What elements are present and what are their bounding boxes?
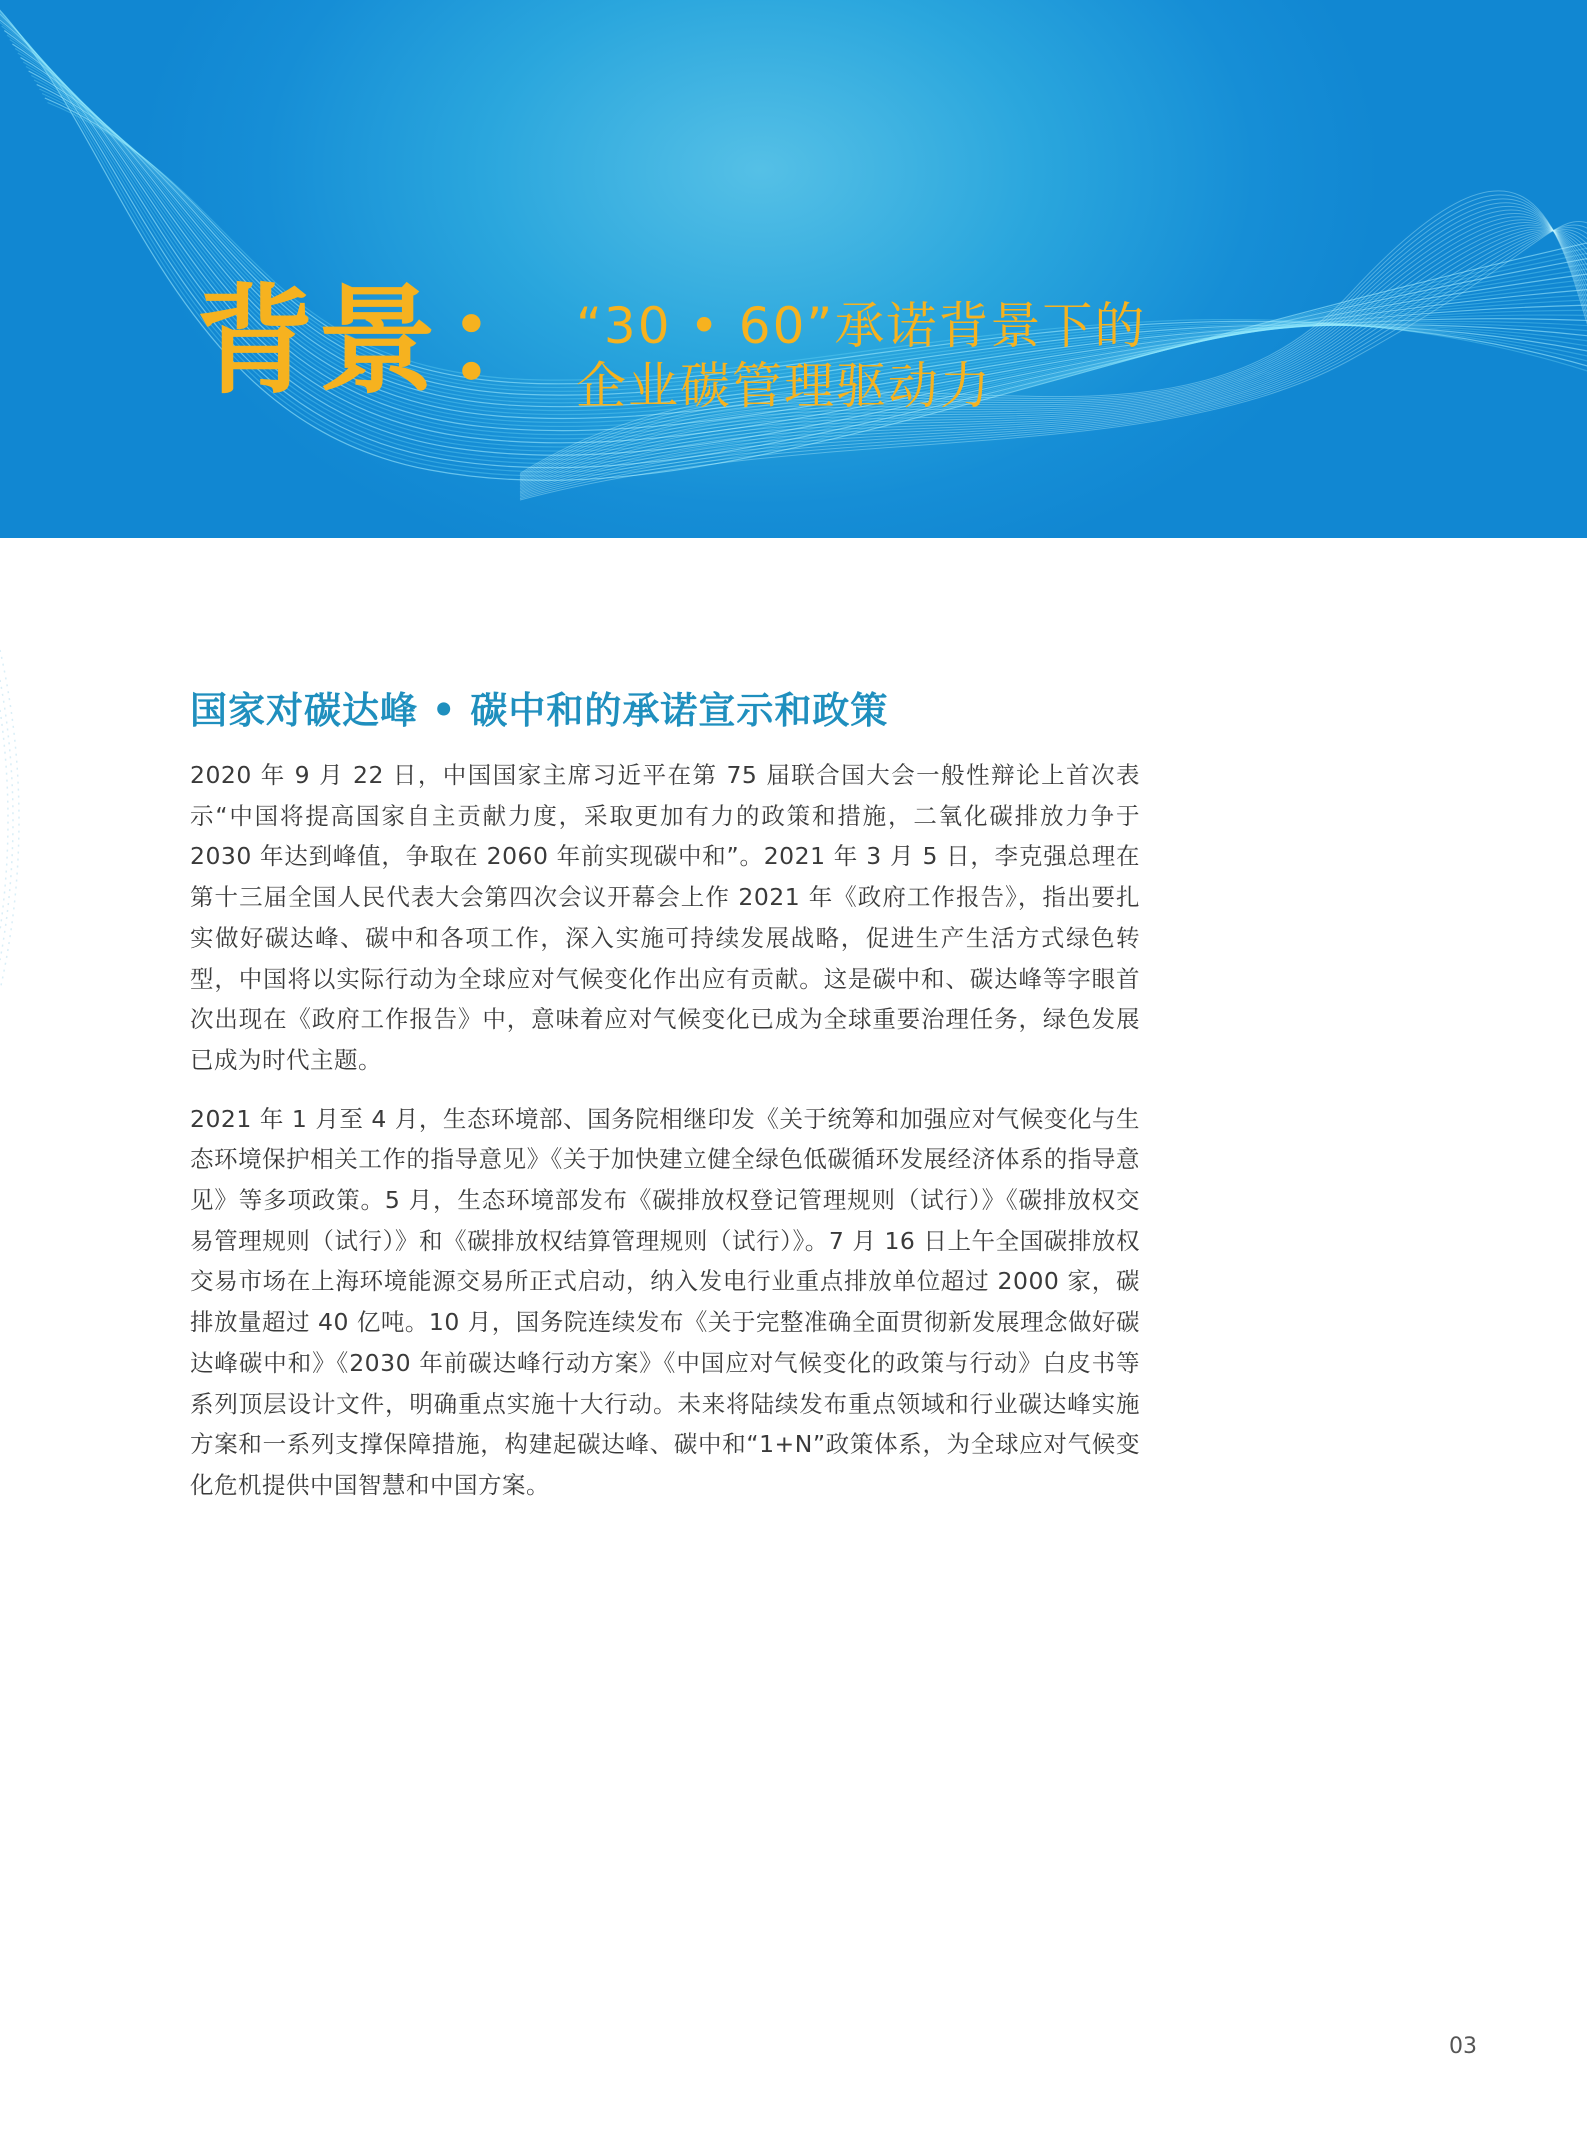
main-title [196,272,567,410]
main-title-text: 背景 [196,272,441,410]
wave-lines-decoration [0,0,1587,538]
subtitle-line-2: 企业碳管理驱动力 [576,357,992,415]
subtitle [576,296,1146,416]
page-number: 03 [1449,2034,1477,2059]
paragraph: 2020 年 9 月 22 日，中国国家主席习近平在第 75 届联合国大会一般性辩论上首次表示“中国将提高国家自主贡献力度，采取更加有力的政策和措施，二氧化碳排放力争于 2030 年达到峰值，争取在 2060 年前实现碳中和”。2021 年 3 月 5 日，李克强总理在第十三届全国人民代表大会第四次会议开幕会上作 2021 年《政府工作报告》，指出要扎实做好碳达峰、碳中和各项工作，深入实施可持续发展战略，促进生产生活方式绿色转型，中国将以实际行动为全球应对气候变化作出应有贡献。这是碳中和、碳达峰等字眼首次出现在《政府工作报告》中，意味着应对气候变化已成为全球重要治理任务，绿色发展已成为时代主题。 [190,761,1140,1074]
paragraph: 2021 年 1 月至 4 月，生态环境部、国务院相继印发《关于统筹和加强应对气候变化与生态环境保护相关工作的指导意见》《关于加快建立健全绿色低碳循环发展经济体系的指导意见》等多项政策。5 月，生态环境部发布《碳排放权登记管理规则（试行）》《碳排放权交易管理规则（试行）》和《碳排放权结算管理规则（试行）》。7 月 16 日上午全国碳排放权交易市场在上海环境能源交易所正式启动，纳入发电行业重点排放单位超过 2000 家，碳排放量超过 40 亿吨。10 月，国务院连续发布《关于完整准确全面贯彻新发展理念做好碳达峰碳中和》《2030 年前碳达峰行动方案》《中国应对气候变化的政策与行动》白皮书等系列顶层设计文件，明确重点实施十大行动。未来将陆续发布重点领域和行业碳达峰实施方案和一系列支撑保障措施，构建起碳达峰、碳中和“1+N”政策体系，为全球应对气候变化危机提供中国智慧和中国方案。 [190,1104,1140,1499]
section-title: 国家对碳达峰 • 碳中和的承诺宣示和政策 [190,689,889,732]
main-title-colon: ： [444,272,567,410]
section-body [190,755,1140,1524]
subtitle-line-1: “30 • 60”承诺背景下的 [576,297,1147,355]
header-banner [0,0,1587,538]
dotted-arc-decoration [0,640,40,1000]
